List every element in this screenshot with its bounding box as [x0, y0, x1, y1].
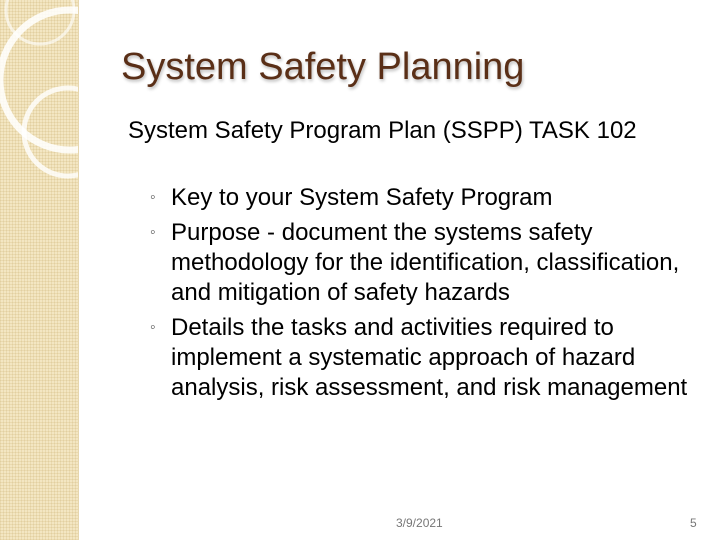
bullet-text: Purpose - document the systems safety methodology for the identification, classification, and mitigation of safety hazards	[171, 219, 680, 306]
bullet-icon: ◦	[150, 224, 156, 241]
bullet-text: Details the tasks and activities required to implement a systematic approach of hazard analysis, risk assessment, and risk management	[171, 314, 688, 401]
bullet-icon: ◦	[150, 189, 156, 206]
section-heading: System Safety Program Plan (SSPP) TASK 102	[128, 117, 637, 144]
bullet-item	[150, 313, 710, 403]
slide-title: System Safety Planning	[121, 46, 525, 88]
decorative-sidebar	[0, 0, 79, 540]
bullet-item	[150, 183, 710, 213]
bullet-list	[150, 183, 710, 408]
bullet-icon: ◦	[150, 319, 156, 336]
page-number: 5	[690, 516, 697, 530]
footer-date: 3/9/2021	[396, 516, 443, 530]
bullet-text: Key to your System Safety Program	[171, 184, 553, 211]
bullet-item	[150, 218, 710, 308]
decorative-circles-graphic	[0, 0, 78, 540]
